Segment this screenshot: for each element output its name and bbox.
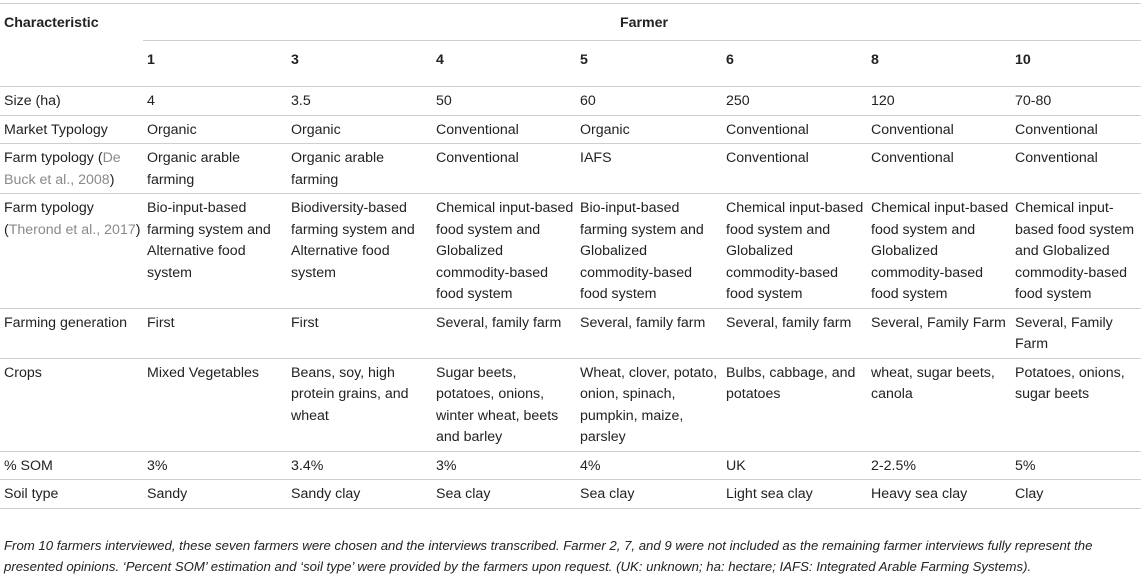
table-row-soil-type <box>0 480 1141 509</box>
table-cell: Heavy sea clay <box>867 480 1011 509</box>
table-cell: Organic arable farming <box>287 144 432 194</box>
table-cell: 4% <box>576 451 722 480</box>
farmer-number-header: 8 <box>867 41 1011 87</box>
row-label-suffix: ) <box>109 171 115 188</box>
table-cell: Conventional <box>1011 115 1141 144</box>
table-cell: Bulbs, cabbage, and potatoes <box>722 358 867 451</box>
table-row-market-typology <box>0 115 1141 144</box>
table-cell: Sea clay <box>432 480 576 509</box>
row-label: Farming generation <box>0 308 143 358</box>
farmer-number-header: 10 <box>1011 41 1141 87</box>
row-label-text: Farm typology ( <box>4 150 103 166</box>
table-row-size <box>0 87 1141 116</box>
table-cell: Sea clay <box>576 480 722 509</box>
table-row-farm-typology-debuck <box>0 144 1141 194</box>
table-cell: 4 <box>143 87 287 116</box>
farmer-number-header: 5 <box>576 41 722 87</box>
table-cell: 3.4% <box>287 451 432 480</box>
table-row-farming-generation <box>0 308 1141 358</box>
table-cell: Conventional <box>1011 144 1141 194</box>
table-cell: Several, Family Farm <box>1011 308 1141 358</box>
row-label <box>0 144 143 194</box>
table-row-farm-typology-therond <box>0 194 1141 309</box>
table-cell: Several, Family Farm <box>867 308 1011 358</box>
farmer-group-header: Farmer <box>143 4 1141 41</box>
row-label: Size (ha) <box>0 87 143 116</box>
table-cell: Bio-input-based farming system and Alternative food system <box>143 194 287 309</box>
citation-link[interactable]: De Buck et al., 2008 <box>4 150 121 188</box>
table-cell: Clay <box>1011 480 1141 509</box>
table-cell: Chemical input-based food system and Globalized commodity-based food system <box>432 194 576 309</box>
table-cell: Sugar beets, potatoes, onions, winter wheat, beets and barley <box>432 358 576 451</box>
table-cell: IAFS <box>576 144 722 194</box>
table-cell: Sandy <box>143 480 287 509</box>
header-row-numbers <box>0 41 1141 87</box>
table-cell: First <box>287 308 432 358</box>
table-cell: Conventional <box>432 115 576 144</box>
table-cell: Several, family farm <box>576 308 722 358</box>
row-label: % SOM <box>0 451 143 480</box>
table-cell: Chemical input-based food system and Globalized commodity-based food system <box>1011 194 1141 309</box>
table-cell: 250 <box>722 87 867 116</box>
table-cell: Conventional <box>722 144 867 194</box>
table-cell: Sandy clay <box>287 480 432 509</box>
table-cell: Several, family farm <box>722 308 867 358</box>
table-cell: 120 <box>867 87 1011 116</box>
table-cell: Organic <box>576 115 722 144</box>
table-cell: First <box>143 308 287 358</box>
farmer-number-header: 1 <box>143 41 287 87</box>
header-spacer <box>0 41 143 87</box>
table-footnote: From 10 farmers interviewed, these seven farmers were chosen and the interviews transcribed. Farmer 2, 7, and 9 were not included as the remaining farmer interviews fully represent the presented opinions. ‘Percent SOM’ estimation and ‘soil type’ were provided by the farmers upon request. (UK: unknown; ha: hectare; IAFS: Integrated Arable Farming Systems). <box>4 538 1093 574</box>
farmer-characteristics-table <box>0 3 1141 509</box>
table-cell: Conventional <box>867 144 1011 194</box>
table-cell: Potatoes, onions, sugar beets <box>1011 358 1141 451</box>
header-row-group <box>0 4 1141 41</box>
table-cell: 3% <box>143 451 287 480</box>
table-cell: Bio-input-based farming system and Globalized commodity-based food system <box>576 194 722 309</box>
table-cell: Biodiversity-based farming system and Alternative food system <box>287 194 432 309</box>
table-cell: wheat, sugar beets, canola <box>867 358 1011 451</box>
table-cell: 3% <box>432 451 576 480</box>
table-cell: Chemical input-based food system and Globalized commodity-based food system <box>722 194 867 309</box>
table-cell: Light sea clay <box>722 480 867 509</box>
table-cell: Conventional <box>722 115 867 144</box>
row-label <box>0 194 143 309</box>
row-label: Soil type <box>0 480 143 509</box>
characteristic-header: Characteristic <box>0 4 143 41</box>
citation-link[interactable]: Therond et al., 2017 <box>8 221 136 238</box>
table-cell: 50 <box>432 87 576 116</box>
table-cell: Chemical input-based food system and Globalized commodity-based food system <box>867 194 1011 309</box>
table-cell: Several, family farm <box>432 308 576 358</box>
row-label: Market Typology <box>0 115 143 144</box>
table-cell: 2-2.5% <box>867 451 1011 480</box>
table-cell: 60 <box>576 87 722 116</box>
table-cell: UK <box>722 451 867 480</box>
table-cell: Organic <box>287 115 432 144</box>
table-cell: Wheat, clover, potato, onion, spinach, pumpkin, maize, parsley <box>576 358 722 451</box>
table-cell: Conventional <box>432 144 576 194</box>
table-cell: 5% <box>1011 451 1141 480</box>
farmer-number-header: 6 <box>722 41 867 87</box>
table-cell: 70-80 <box>1011 87 1141 116</box>
table-cell: Beans, soy, high protein grains, and wheat <box>287 358 432 451</box>
table-cell: Organic arable farming <box>143 144 287 194</box>
farmer-number-header: 3 <box>287 41 432 87</box>
table-cell: 3.5 <box>287 87 432 116</box>
row-label: Crops <box>0 358 143 451</box>
table-cell: Mixed Vegetables <box>143 358 287 451</box>
row-label-suffix: ) <box>135 221 141 238</box>
table-row-som <box>0 451 1141 480</box>
farmer-number-header: 4 <box>432 41 576 87</box>
row-label-text: Farm typology ( <box>4 200 94 238</box>
table-row-crops <box>0 358 1141 451</box>
table-cell: Conventional <box>867 115 1011 144</box>
table-cell: Organic <box>143 115 287 144</box>
